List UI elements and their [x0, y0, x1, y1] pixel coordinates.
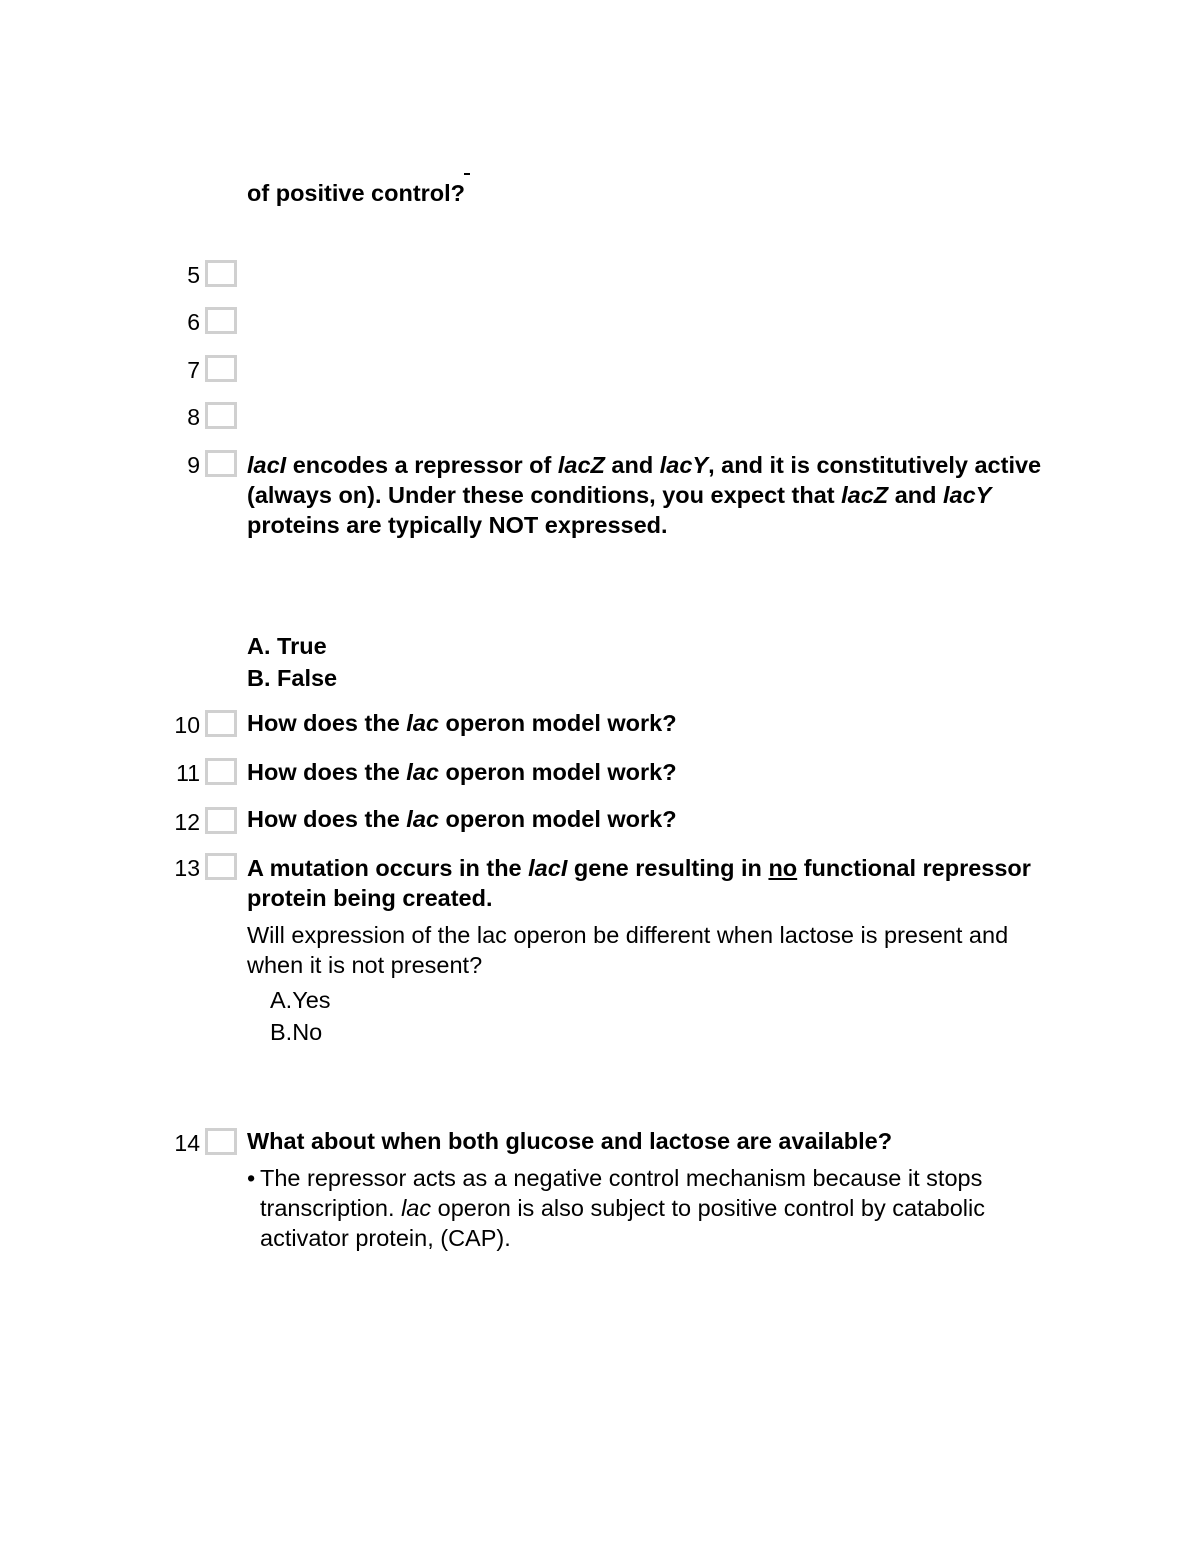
item-number-6: 6	[187, 309, 200, 335]
header-fragment: of positive control?	[247, 180, 466, 206]
question-10-text	[247, 708, 1047, 738]
question-text-part: and	[888, 482, 944, 508]
operon-name: lac	[401, 1195, 432, 1221]
question-text-part: gene resulting in	[567, 855, 769, 881]
bullet-text-part: The repressor acts as a negative control mechanism because it stops transcription.	[260, 1165, 983, 1221]
item-checkbox-14[interactable]	[205, 1128, 237, 1155]
question-text-part: How does the	[247, 710, 407, 736]
item-checkbox-6[interactable]	[205, 307, 237, 334]
bullet-text	[260, 1163, 1050, 1253]
item-number-11: 11	[176, 760, 200, 786]
gene-name: lacY	[943, 482, 992, 508]
item-checkbox-11[interactable]	[205, 758, 237, 785]
operon-name: lac	[406, 759, 439, 785]
question-13-subquestion: Will expression of the lac operon be different when lactose is present and when it is not present?	[247, 922, 1009, 978]
item-number-7: 7	[187, 357, 200, 383]
item-checkbox-8[interactable]	[205, 402, 237, 429]
question-text-part: and	[604, 452, 660, 478]
question-text-part: functional repressor protein being created.	[247, 855, 1031, 911]
question-text-part: proteins are typically NOT expressed.	[247, 512, 668, 538]
operon-name: lac	[406, 806, 439, 832]
gene-name: lacI	[528, 855, 568, 881]
question-text-part: A mutation occurs in the	[247, 855, 529, 881]
gene-name: lacZ	[841, 482, 889, 508]
item-checkbox-12[interactable]	[205, 807, 237, 834]
question-text-part: , and it is constitutively active (always on). Under these conditions, you expect that	[247, 452, 1042, 508]
question-11-text	[247, 757, 1047, 787]
item-number-14: 14	[174, 1130, 200, 1156]
option-a: A. True	[247, 633, 327, 659]
question-text-part: How does the	[247, 806, 407, 832]
item-number-8: 8	[187, 404, 200, 430]
question-text-part: How does the	[247, 759, 407, 785]
item-checkbox-7[interactable]	[205, 355, 237, 382]
question-9-text	[247, 450, 1047, 540]
item-checkbox-9[interactable]	[205, 450, 237, 477]
option-yes: A.Yes	[270, 987, 331, 1013]
stray-mark	[464, 173, 470, 175]
gene-name: lacZ	[557, 452, 605, 478]
bullet-dot: •	[247, 1165, 256, 1191]
question-text-part: operon model work?	[438, 759, 677, 785]
question-text-part: operon model work?	[438, 710, 677, 736]
item-number-9: 9	[187, 452, 200, 478]
question-12-text	[247, 804, 1047, 834]
item-number-12: 12	[174, 809, 200, 835]
option-b: B. False	[247, 665, 338, 691]
item-checkbox-5[interactable]	[205, 260, 237, 287]
bullet-text-part: operon is also subject to positive control by catabolic activator protein, (CAP).	[260, 1195, 985, 1251]
option-no: B.No	[270, 1019, 323, 1045]
operon-name: lac	[406, 710, 439, 736]
item-number-13: 13	[174, 855, 200, 881]
item-number-5: 5	[187, 262, 200, 288]
question-14-title: What about when both glucose and lactose are available?	[247, 1128, 893, 1154]
gene-name: lacI	[247, 452, 287, 478]
item-number-10: 10	[174, 712, 200, 738]
question-13-text	[247, 853, 1047, 913]
question-text-part: operon model work?	[438, 806, 677, 832]
item-checkbox-13[interactable]	[205, 853, 237, 880]
gene-name: lacY	[659, 452, 709, 478]
question-text-part: encodes a repressor of	[286, 452, 558, 478]
emphasis-word: no	[768, 855, 798, 881]
item-checkbox-10[interactable]	[205, 710, 237, 737]
